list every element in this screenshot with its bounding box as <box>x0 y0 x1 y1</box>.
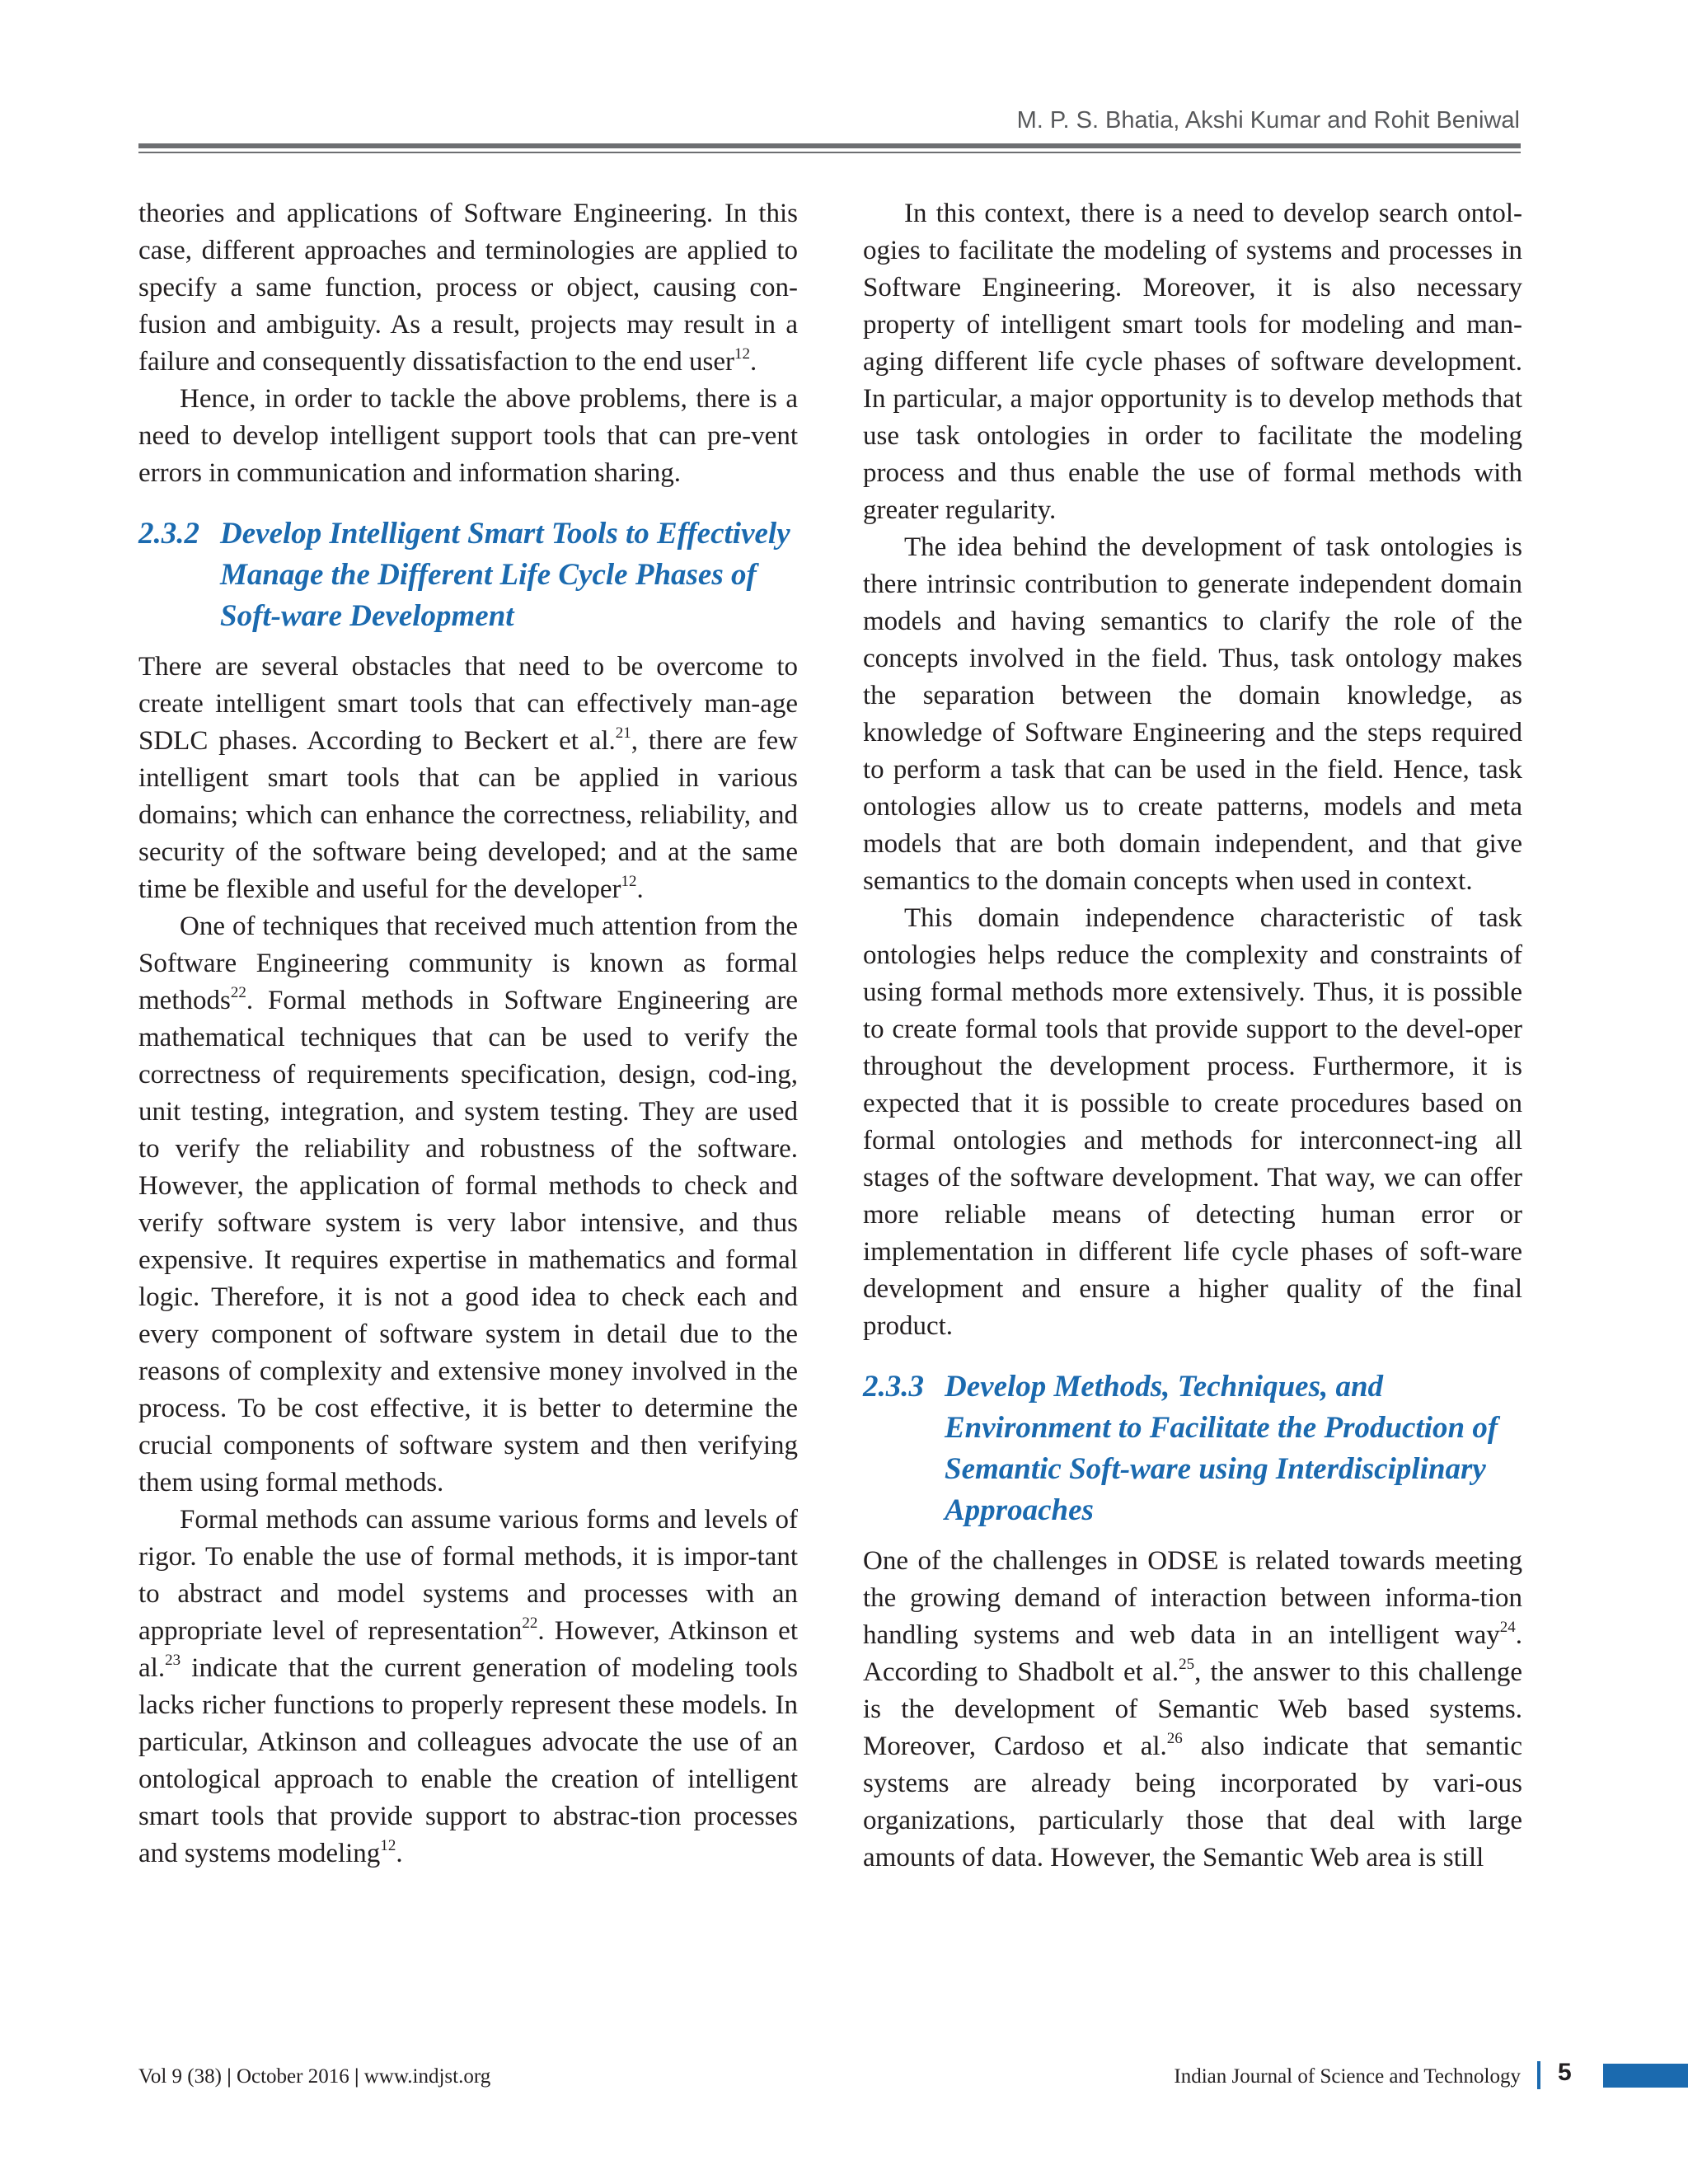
citation-ref: 12 <box>621 873 637 890</box>
footer-separator: | <box>227 2065 232 2088</box>
page-number: 5 <box>1558 2059 1572 2086</box>
right-column <box>863 195 1522 1877</box>
body-paragraph: One of the challenges in ODSE is related towards meeting the growing demand of interaction between informa-tion handling systems and web data in an intelligent way$^{24}$. According to Shadbolt et al.$^{25}$, the answer to this challenge is the development of Semantic Web based systems. Moreover, Cardoso et al.$^{26}$ also indicate that semantic systems are already being incorporated by vari-ous organizations, particularly those that deal with large amounts of data. However, the Semantic Web area is still <box>863 1546 1523 1872</box>
citation-ref: 12 <box>380 1837 396 1854</box>
footer-date: October 2016 <box>236 2065 349 2088</box>
footer-website-link[interactable]: www.indjst.org <box>363 2065 491 2088</box>
body-paragraph: One of techniques that received much attention from the Software Engineering community is known as formal methods$^{22}$. Formal methods in Software Engineering are mathematical techniques that can be used to verify the correctness of requirements specification, design, cod-ing, unit testing, integration, and system testing. They are used to verify the reliability and robustness of the software. However, the application of formal methods to check and verify software system is very labor intensive, and thus expensive. It requires expertise in mathematics and formal logic. Therefore, it is not a good idea to check each and every component of software system in detail due to the reasons of complexity and extensive money involved in the process. To be cost effective, it is better to determine the crucial components of software system and then verifying them using formal methods. <box>138 912 798 1497</box>
citation-ref: 22 <box>230 984 246 1001</box>
section-heading-2-3-3 <box>863 1366 1522 1531</box>
footer-divider-bar <box>1537 2061 1540 2089</box>
body-paragraph: In this context, there is a need to develop search ontol-ogies to facilitate the modeling of systems and processes in Software Engineering. Moreover, it is also necessary property of intelligent smart tools for modeling and man-aging different life cycle phases of software development. In particular, a major opportunity is to develop methods that use task ontologies in order to facilitate the modeling process and thus enable the use of formal methods with greater regularity. <box>863 199 1522 525</box>
citation-ref: 22 <box>522 1615 538 1632</box>
footer-journal-name: Indian Journal of Science and Technology <box>1174 2065 1521 2088</box>
section-heading-2-3-2 <box>138 513 798 637</box>
footer-citation <box>138 2065 490 2088</box>
body-paragraph: Hence, in order to tackle the above problems, there is a need to develop intelligent support tools that can pre-vent errors in communication and information sharing. <box>138 384 798 488</box>
footer-separator: | <box>354 2065 359 2088</box>
citation-ref: 25 <box>1179 1656 1195 1673</box>
left-column <box>138 195 798 1872</box>
section-number: 2.3.2 <box>138 517 199 551</box>
footer-volume: Vol 9 (38) <box>138 2065 222 2088</box>
citation-ref: 12 <box>734 345 751 363</box>
section-number: 2.3.3 <box>863 1370 924 1404</box>
section-title: Develop Methods, Techniques, and Environment to Facilitate the Production of Semantic Soft-ware using Interdisciplinary Approaches <box>945 1370 1498 1527</box>
citation-ref: 26 <box>1166 1730 1183 1747</box>
body-paragraph: This domain independence characteristic of task ontologies helps reduce the complexity and constraints of using formal methods more extensively. Thus, it is possible to create formal tools that provide support to the devel-oper throughout the development process. Furthermore, it is expected that it is possible to create procedures based on formal ontologies and methods for interconnect-ing all stages of the software development. That way, we can offer more reliable means of detecting human error or implementation in different life cycle phases of soft-ware development and ensure a higher quality of the final product. <box>863 903 1522 1341</box>
body-paragraph: The idea behind the development of task ontologies is there intrinsic contribution to generate independent domain models and having semantics to clarify the role of the concepts involved in the field. Thus, task ontology makes the separation between the domain knowledge, as knowledge of Software Engineering and the steps required to perform a task that can be used in the field. Hence, task ontologies allow us to create patterns, models and meta models that are both domain independent, and that give semantics to the domain concepts when used in context. <box>863 532 1522 896</box>
body-paragraph: There are several obstacles that need to be overcome to create intelligent smart tools that can effectively man-age SDLC phases. According to Beckert et al.$^{21}$, there are few intelligent smart tools that can be applied in various domains; which can enhance the correctness, reliability, and security of the software being developed; and at the same time be flexible and useful for the developer$^{12}$. <box>138 652 798 904</box>
header-rule-thin <box>138 152 1521 153</box>
citation-ref: 21 <box>615 724 631 742</box>
page-edge-tab <box>1603 2064 1688 2088</box>
citation-ref: 24 <box>1499 1619 1516 1636</box>
citation-ref: 23 <box>165 1652 181 1669</box>
header-rule-thick <box>138 143 1521 148</box>
body-paragraph: Formal methods can assume various forms and levels of rigor. To enable the use of formal methods, it is impor-tant to abstract and model systems and processes with an appropriate level of representation$^{22}$. However, Atkinson et al.$^{23}$ indicate that the current generation of modeling tools lacks richer functions to properly represent these models. In particular, Atkinson and colleagues advocate the use of an ontological approach to enable the creation of intelligent smart tools that provide support to abstrac-tion processes and systems modeling$^{12}$. <box>138 1505 798 1868</box>
section-title: Develop Intelligent Smart Tools to Effectively Manage the Different Life Cycle Phases of Soft-ware Development <box>220 517 790 633</box>
running-header-authors: M. P. S. Bhatia, Akshi Kumar and Rohit Beniwal <box>1016 107 1520 134</box>
body-paragraph: theories and applications of Software Engineering. In this case, different approaches and terminologies are applied to specify a same function, process or object, causing con-fusion and ambiguity. As a result, projects may result in a failure and consequently dissatisfaction to the end user$^{12}$. <box>138 199 798 377</box>
